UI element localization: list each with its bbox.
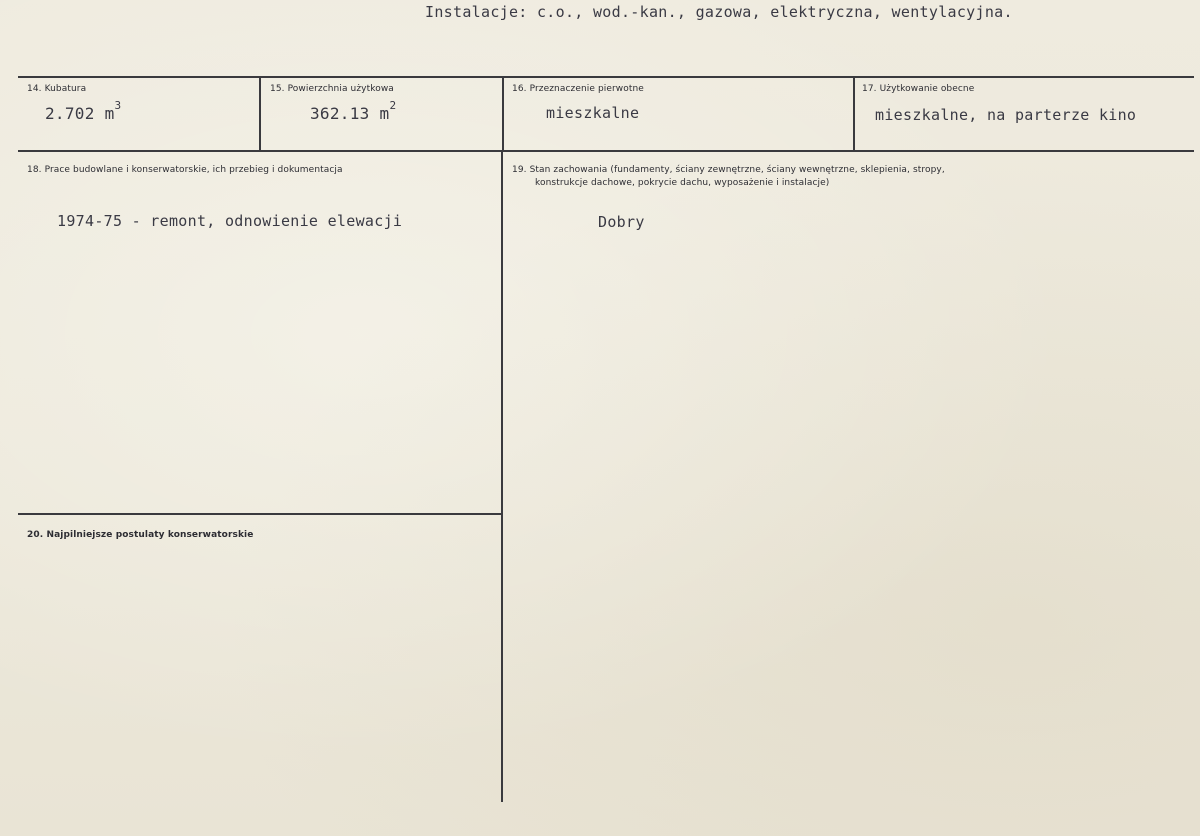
field-20-label: 20. Najpilniejsze postulaty konserwatorskie — [27, 530, 254, 540]
field-19-label-line1: 19. Stan zachowania (fundamenty, ściany zewnętrzne, ściany wewnętrzne, sklepienia, stropy, — [512, 165, 945, 175]
field-14-exponent: 3 — [114, 99, 122, 112]
field-18-label: 18. Prace budowlane i konserwatorskie, ich przebieg i dokumentacja — [27, 165, 343, 175]
divider-16-17 — [853, 76, 855, 151]
field-16-value: mieszkalne — [546, 104, 640, 122]
field-19-label-line2: konstrukcje dachowe, pokrycie dachu, wyposażenie i instalacje) — [535, 178, 830, 188]
field-17-label: 17. Użytkowanie obecne — [862, 84, 975, 94]
field-14-value — [45, 99, 122, 123]
field-15-value — [310, 99, 397, 123]
field-15-number: 362.13 m — [310, 104, 390, 123]
installations-text: Instalacje: c.o., wod.-kan., gazowa, elektryczna, wentylacyjna. — [425, 3, 1013, 21]
rule-field-20 — [18, 513, 502, 515]
field-14-label: 14. Kubatura — [27, 84, 87, 94]
field-15-exponent: 2 — [389, 99, 397, 112]
divider-14-15 — [259, 76, 261, 151]
field-16-label: 16. Przeznaczenie pierwotne — [512, 84, 644, 94]
field-18-value: 1974-75 - remont, odnowienie elewacji — [57, 212, 403, 230]
divider-main — [501, 150, 503, 802]
rule-mid — [18, 150, 1194, 152]
divider-15-16 — [502, 76, 504, 151]
field-17-value: mieszkalne, na parterze kino — [875, 106, 1137, 124]
rule-top — [18, 76, 1194, 78]
field-14-number: 2.702 m — [45, 104, 115, 123]
field-15-label: 15. Powierzchnia użytkowa — [270, 84, 394, 94]
field-19-value: Dobry — [598, 213, 645, 231]
